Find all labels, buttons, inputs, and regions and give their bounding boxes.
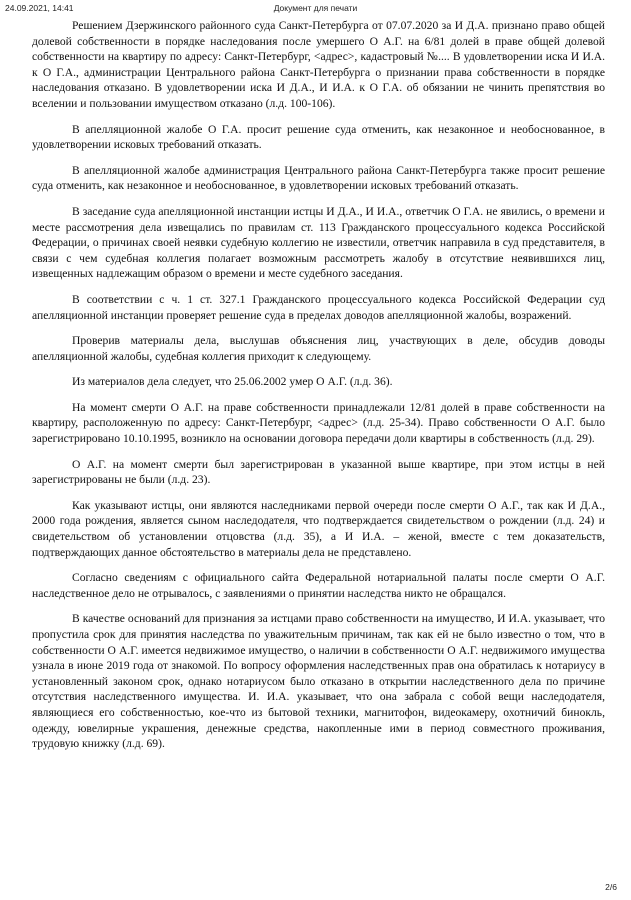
document-body xyxy=(32,18,605,762)
paragraph-appeal-defendant: В апелляционной жалобе О Г.А. просит решение суда отменить, как незаконное и необоснованное, в удовлетворении исковых требований отказать. xyxy=(32,122,605,152)
paragraph-appeal-administration: В апелляционной жалобе администрация Центрального района Санкт-Петербурга также просит решение суда отменить, как незаконное и необоснованное, в удовлетворении исковых требований отказать. xyxy=(32,163,605,193)
print-datetime: 24.09.2021, 14:41 xyxy=(5,3,74,13)
paragraph-review: Проверив материалы дела, выслушав объяснения лиц, участвующих в деле, обсудив доводы апелляционной жалобы, судебная коллегия приходит к следующему. xyxy=(32,334,605,363)
paragraph-legal-basis: В соответствии с ч. 1 ст. 327.1 Гражданского процессуального кодекса Российской Федерации суд апелляционной инстанции проверяет решение суда в пределах доводов апелляционной жалобы, возражений. xyxy=(32,292,605,322)
paragraph-death: Из материалов дела следует, что 25.06.2002 умер О А.Г. (л.д. 36). xyxy=(72,375,393,389)
paragraph-heirs: Как указывают истцы, они являются наследниками первой очереди после смерти О А.Г., так как И Д.А., 2000 года рождения, является сыном наследодателя, что подтверждается свидетельством о рождении (л.д. 24) и свидетельством об установлении отцовства (л.д. 35), а И И.А. – женой, вместе с тем доказательств, подтверждающих данное обстоятельство в материалы дела не представлено. xyxy=(32,498,605,559)
paragraph-decision: Решением Дзержинского районного суда Санкт-Петербурга от 07.07.2020 за И Д.А. признано право общей долевой собственности в порядке наследования после умершего О А.Г. на 6/81 долей в праве общей долевой собственности на квартиру по адресу: Санкт-Петербург, <адрес>, кадастровый №.... В удовлетворении иска И И.А. к О Г.А., администрации Центрального района Санкт-Петербурга о признании права собственности в порядке наследования отказано. В удовлетворении иска И Д.А., И И.А. к О Г.А. об обязании не чинить препятствия во вселении и пользовании имуществом отказано (л.д. 100-106). xyxy=(32,19,605,110)
paragraph-registration: О А.Г. на момент смерти был зарегистрирован в указанной выше квартире, при этом истцы в ней зарегистрированы не были (л.д. 23). xyxy=(32,457,605,487)
page-number: 2/6 xyxy=(605,882,617,892)
print-header xyxy=(5,3,626,15)
paragraph-hearing: В заседание суда апелляционной инстанции истцы И Д.А., И И.А., ответчик О Г.А. не явились, о времени и месте рассмотрения дела извещались по правилам ст. 113 Гражданского процессуального кодекса Российской Федерации, о причинах своей неявки судебную коллегию не известили, ответчик направила в суд представителя, в связи с чем судебная коллегия полагает возможным рассмотреть жалобу в отсутствие неявившихся лиц, извещенных надлежащим образом о времени и месте судебного заседания. xyxy=(32,204,605,281)
paragraph-notary: Согласно сведениям с официального сайта Федеральной нотариальной палаты после смерти О А.Г. наследственное дело не отрывалось, с заявлениями о принятии наследства никто не обращался. xyxy=(32,571,605,600)
paragraph-ownership: На момент смерти О А.Г. на праве собственности принадлежали 12/81 долей в праве собственности на квартиру, расположенную по адресу: Санкт-Петербург, <адрес> (л.д. 25-34). Право собственности О А.Г. было зарегистрировано 10.10.1995, возникло на основании договора передачи доли квартиры в собственность (л.д. 29). xyxy=(32,400,605,446)
paragraph-grounds: В качестве оснований для признания за истцами право собственности на имущество, И И.А. указывает, что пропустила срок для принятия наследства по уважительным причинам, так как ей не было известно о том, что в собственности О А.Г. имеется недвижимое имущество, о наличии в собственности О А.Г. недвижимого имущества узнала в июне 2019 года от знакомой. По вопросу оформления наследственных прав она обратилась к нотариусу в установленный законом срок, однако нотариусом было отказано в открытии наследственного дела по причине отсутствия наследственного имущества. И. И.А. указывает, что она забрала с собой вещи наследодателя, являющиеся его собственностью, кое-что из бытовой техники, магнитофон, видеокамеру, охотничий бинокль, одежду, ювелирные украшения, денежные средства, накопленные ими в период совместного проживания, трудовую книжку (л.д. 69). xyxy=(32,612,605,751)
print-title: Документ для печати xyxy=(273,3,358,13)
